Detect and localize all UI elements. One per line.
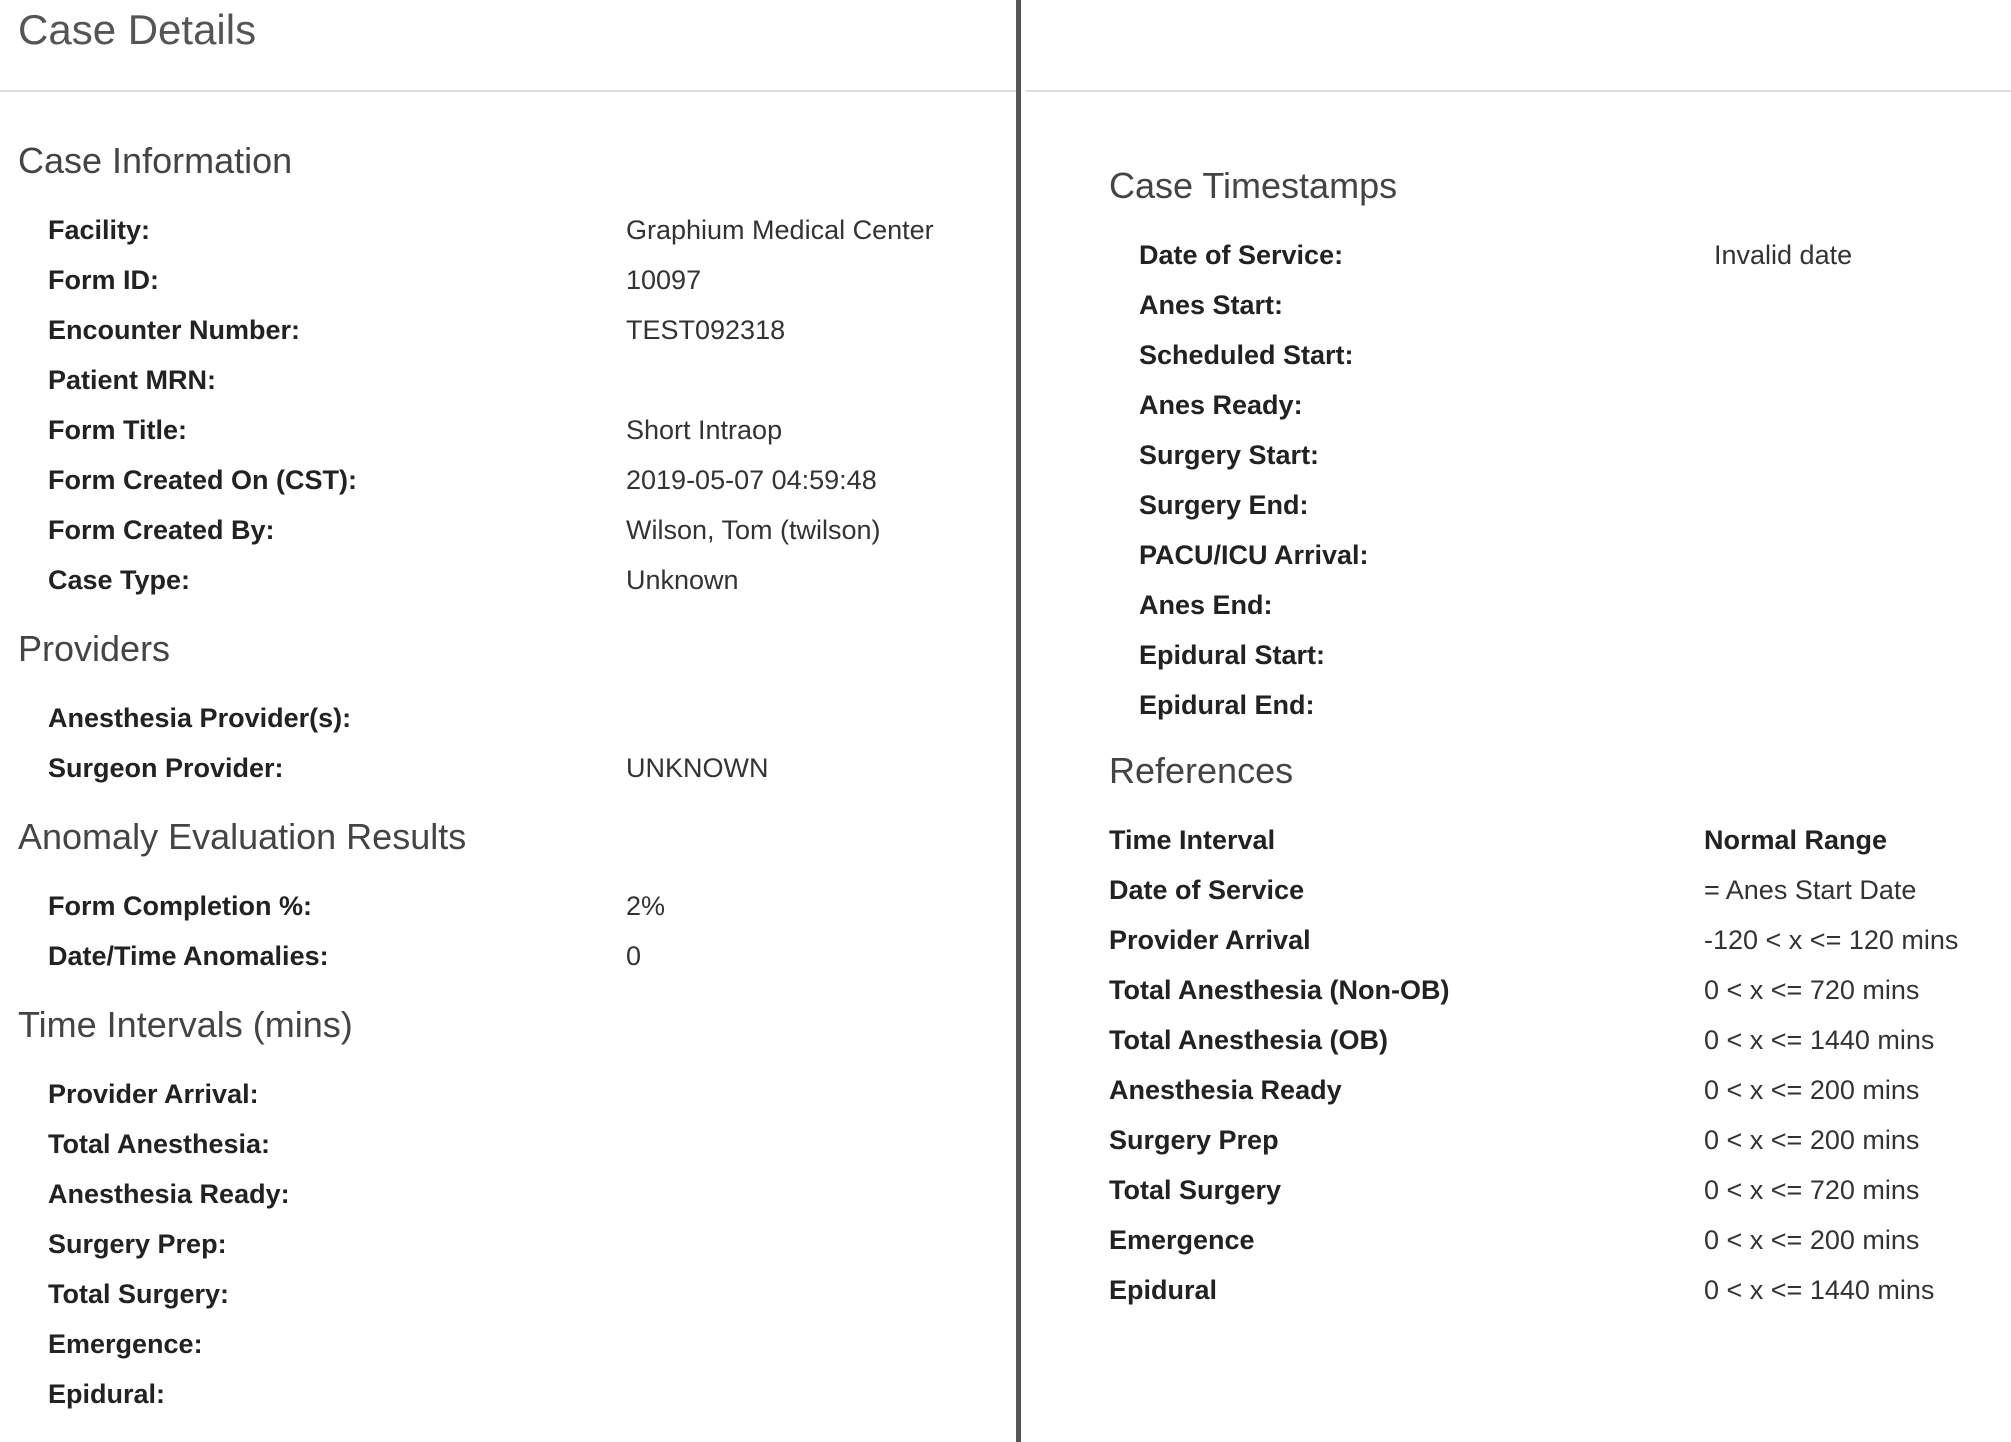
- field-label: Date of Service:: [1139, 240, 1344, 270]
- reference-row: [1109, 1265, 1999, 1315]
- field-value: Short Intraop: [626, 415, 783, 445]
- timestamp-pacu-icu-arrival: [1139, 530, 1989, 580]
- reference-row: [1109, 865, 1999, 915]
- field-label: Form ID:: [48, 265, 159, 295]
- field-encounter-number: [48, 305, 1008, 355]
- timestamp-surgery-end: [1139, 480, 1989, 530]
- field-datetime-anomalies: [48, 931, 1008, 981]
- field-anesthesia-providers: [48, 693, 1008, 743]
- field-form-created-on: [48, 455, 1008, 505]
- field-label: Scheduled Start:: [1139, 340, 1354, 370]
- page-title: Case Details: [18, 6, 257, 53]
- field-label: Surgery Start:: [1139, 440, 1320, 470]
- field-total-surgery: [48, 1269, 1008, 1319]
- timestamp-date-of-service: [1139, 230, 1989, 280]
- field-total-anesthesia: [48, 1119, 1008, 1169]
- field-label: Encounter Number:: [48, 315, 301, 345]
- field-value: Wilson, Tom (twilson): [626, 515, 881, 545]
- field-label: Form Created On (CST):: [48, 465, 358, 495]
- reference-interval: Total Anesthesia (Non-OB): [1109, 975, 1450, 1005]
- reference-range: 0 < x <= 200 mins: [1704, 1125, 1920, 1155]
- field-label: Facility:: [48, 215, 151, 245]
- reference-interval: Provider Arrival: [1109, 925, 1311, 955]
- reference-range: 0 < x <= 200 mins: [1704, 1075, 1920, 1105]
- reference-range: 0 < x <= 720 mins: [1704, 1175, 1920, 1205]
- field-label: Surgeon Provider:: [48, 753, 284, 783]
- field-form-title: [48, 405, 1008, 455]
- case-timestamps-title: Case Timestamps: [1109, 165, 1398, 206]
- reference-range: 0 < x <= 1440 mins: [1704, 1025, 1935, 1055]
- field-value: 2%: [626, 891, 666, 921]
- timestamp-anes-end: [1139, 580, 1989, 630]
- timestamp-surgery-start: [1139, 430, 1989, 480]
- timestamp-epidural-end: [1139, 680, 1989, 730]
- field-label: PACU/ICU Arrival:: [1139, 540, 1369, 570]
- field-label: Surgery Prep:: [48, 1229, 227, 1259]
- time-intervals-title: Time Intervals (mins): [18, 1004, 353, 1045]
- right-header-bar: [1026, 0, 2011, 92]
- reference-interval: Surgery Prep: [1109, 1125, 1279, 1155]
- field-label: Total Anesthesia:: [48, 1129, 271, 1159]
- field-epidural: [48, 1369, 1008, 1419]
- references-header-row: [1109, 815, 1999, 865]
- reference-interval: Anesthesia Ready: [1109, 1075, 1342, 1105]
- reference-row: [1109, 915, 1999, 965]
- reference-interval: Date of Service: [1109, 875, 1305, 905]
- right-panel: [1026, 0, 2011, 1442]
- field-label: Form Created By:: [48, 515, 275, 545]
- reference-range: = Anes Start Date: [1704, 875, 1917, 905]
- field-patient-mrn: [48, 355, 1008, 405]
- field-label: Patient MRN:: [48, 365, 216, 395]
- reference-interval: Emergence: [1109, 1225, 1255, 1255]
- field-value: TEST092318: [626, 315, 786, 345]
- field-value: Invalid date: [1714, 240, 1853, 270]
- references-header-interval: Time Interval: [1109, 825, 1276, 855]
- field-label: Epidural End:: [1139, 690, 1315, 720]
- reference-interval: Total Surgery: [1109, 1175, 1282, 1205]
- field-label: Anesthesia Ready:: [48, 1179, 290, 1209]
- reference-row: [1109, 965, 1999, 1015]
- reference-interval: Total Anesthesia (OB): [1109, 1025, 1389, 1055]
- timestamp-scheduled-start: [1139, 330, 1989, 380]
- reference-row: [1109, 1165, 1999, 1215]
- timestamp-epidural-start: [1139, 630, 1989, 680]
- field-value: 0: [626, 941, 642, 971]
- timestamp-anes-start: [1139, 280, 1989, 330]
- field-label: Total Surgery:: [48, 1279, 230, 1309]
- field-label: Case Type:: [48, 565, 191, 595]
- references-header-range: Normal Range: [1704, 825, 1888, 855]
- field-value: Unknown: [626, 565, 739, 595]
- reference-interval: Epidural: [1109, 1275, 1218, 1305]
- header-bar: [0, 0, 1016, 92]
- reference-row: [1109, 1215, 1999, 1265]
- field-label: Epidural Start:: [1139, 640, 1326, 670]
- reference-row: [1109, 1015, 1999, 1065]
- reference-range: 0 < x <= 200 mins: [1704, 1225, 1920, 1255]
- field-value: 10097: [626, 265, 702, 295]
- field-facility: [48, 205, 1008, 255]
- field-case-type: [48, 555, 1008, 605]
- reference-row: [1109, 1065, 1999, 1115]
- reference-range: 0 < x <= 720 mins: [1704, 975, 1920, 1005]
- reference-range: -120 < x <= 120 mins: [1704, 925, 1959, 955]
- field-label: Epidural:: [48, 1379, 166, 1409]
- field-surgeon-provider: [48, 743, 1008, 793]
- field-form-created-by: [48, 505, 1008, 555]
- field-emergence: [48, 1319, 1008, 1369]
- field-provider-arrival: [48, 1069, 1008, 1119]
- field-form-completion: [48, 881, 1008, 931]
- anomaly-evaluation-title: Anomaly Evaluation Results: [18, 816, 467, 857]
- reference-row: [1109, 1115, 1999, 1165]
- reference-range: 0 < x <= 1440 mins: [1704, 1275, 1935, 1305]
- references-title: References: [1109, 750, 1294, 791]
- field-label: Surgery End:: [1139, 490, 1309, 520]
- providers-title: Providers: [18, 628, 171, 669]
- field-label: Anes End:: [1139, 590, 1273, 620]
- field-surgery-prep: [48, 1219, 1008, 1269]
- field-value: Graphium Medical Center: [626, 215, 934, 245]
- field-label: Form Completion %:: [48, 891, 312, 921]
- field-label: Anes Ready:: [1139, 390, 1303, 420]
- field-label: Date/Time Anomalies:: [48, 941, 329, 971]
- field-value: 2019-05-07 04:59:48: [626, 465, 877, 495]
- timestamp-anes-ready: [1139, 380, 1989, 430]
- field-label: Form Title:: [48, 415, 188, 445]
- field-label: Anesthesia Provider(s):: [48, 703, 352, 733]
- field-label: Emergence:: [48, 1329, 203, 1359]
- case-information-title: Case Information: [18, 140, 293, 181]
- field-anesthesia-ready: [48, 1169, 1008, 1219]
- field-value: UNKNOWN: [626, 753, 769, 783]
- field-label: Anes Start:: [1139, 290, 1284, 320]
- field-label: Provider Arrival:: [48, 1079, 259, 1109]
- field-form-id: [48, 255, 1008, 305]
